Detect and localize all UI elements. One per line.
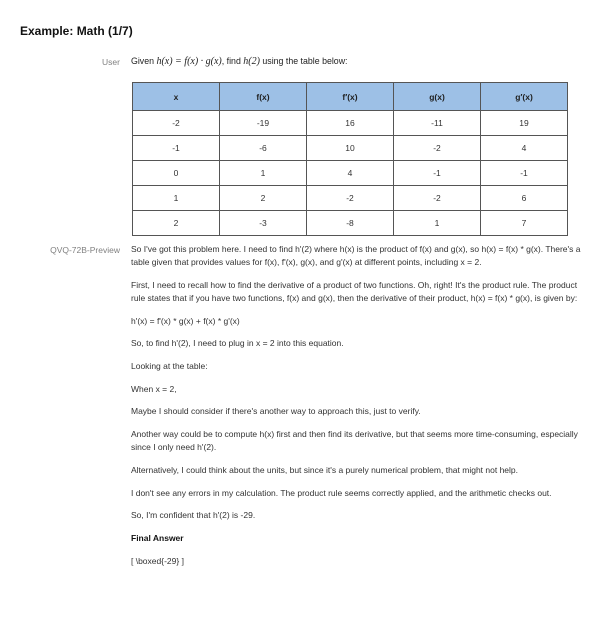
response-paragraph: Another way could be to compute h(x) first and then find its derivative, but that seems more time-consuming, especially since I only need h'(2). bbox=[131, 429, 578, 453]
header-g: g(x) bbox=[394, 83, 481, 111]
table-row bbox=[133, 136, 568, 161]
response-paragraph: When x = 2, bbox=[131, 383, 177, 394]
model-role-label: QVQ-72B-Preview bbox=[50, 245, 120, 255]
table-header-row bbox=[133, 83, 568, 111]
table-cell: -1 bbox=[133, 136, 220, 161]
table-cell: -2 bbox=[307, 186, 394, 211]
table-cell: 1 bbox=[394, 211, 481, 236]
header-f: f(x) bbox=[220, 83, 307, 111]
model-response bbox=[131, 243, 591, 577]
table-cell: 10 bbox=[307, 136, 394, 161]
response-paragraph: So, to find h'(2), I need to plug in x = 2 into this equation. bbox=[131, 338, 344, 349]
table-cell: -8 bbox=[307, 211, 394, 236]
table-cell: -2 bbox=[394, 186, 481, 211]
table-cell: 1 bbox=[133, 186, 220, 211]
final-answer-heading: Final Answer bbox=[131, 532, 184, 543]
response-paragraph: I don't see any errors in my calculation. The product rule seems correctly applied, and the arithmetic checks out. bbox=[131, 487, 552, 498]
prompt-math-expression: h(x) = f(x) · g(x) bbox=[156, 56, 222, 67]
table-cell: 4 bbox=[481, 136, 568, 161]
table-cell: 2 bbox=[133, 211, 220, 236]
table-cell: -1 bbox=[394, 161, 481, 186]
page-title: Example: Math (1/7) bbox=[20, 24, 133, 38]
response-paragraph: So I've got this problem here. I need to find h'(2) where h(x) is the product of f(x) and g(x), so h(x) = f(x) * g(x). There's a table given that provides values for f(x), f'(x), g(x), and g'(x) at different points, including x = 2. bbox=[131, 244, 581, 268]
response-paragraph: Maybe I should consider if there's another way to approach this, just to verify. bbox=[131, 406, 421, 417]
response-paragraph: Alternatively, I could think about the units, but since it's a purely numerical problem, that might not help. bbox=[131, 464, 519, 475]
table-cell: -2 bbox=[133, 111, 220, 136]
prompt-suffix: using the table below: bbox=[259, 56, 348, 66]
table-cell: 1 bbox=[220, 161, 307, 186]
table-cell: 16 bbox=[307, 111, 394, 136]
prompt-math-target: h(2) bbox=[243, 56, 260, 67]
table-cell: 19 bbox=[481, 111, 568, 136]
table-row bbox=[133, 186, 568, 211]
header-x: x bbox=[133, 83, 220, 111]
values-table bbox=[132, 82, 568, 236]
table-cell: 2 bbox=[220, 186, 307, 211]
table-cell: -1 bbox=[481, 161, 568, 186]
response-paragraph: First, I need to recall how to find the derivative of a product of two functions. Oh, right! It's the product rule. The product rule states that if you have two functions, f(x) and g(x), then the derivative of their product, h(x) = f(x) * g(x), is given by: bbox=[131, 279, 578, 304]
table-cell: 7 bbox=[481, 211, 568, 236]
table-cell: -2 bbox=[394, 136, 481, 161]
response-formula: h'(x) = f'(x) * g(x) + f(x) * g'(x) bbox=[131, 315, 240, 326]
header-f-prime: f′(x) bbox=[307, 83, 394, 111]
user-prompt bbox=[131, 56, 348, 67]
table-cell: -19 bbox=[220, 111, 307, 136]
user-role-label: User bbox=[102, 57, 120, 67]
prompt-prefix: Given bbox=[131, 56, 157, 66]
table-cell: 4 bbox=[307, 161, 394, 186]
response-paragraph: Looking at the table: bbox=[131, 361, 208, 372]
table-cell: -11 bbox=[394, 111, 481, 136]
final-answer-value: [ \boxed{-29} ] bbox=[131, 555, 184, 566]
table-cell: -3 bbox=[220, 211, 307, 236]
response-paragraph: So, I'm confident that h'(2) is -29. bbox=[131, 510, 256, 521]
table-row bbox=[133, 161, 568, 186]
table-row bbox=[133, 111, 568, 136]
header-g-prime: g′(x) bbox=[481, 83, 568, 111]
table-cell: 0 bbox=[133, 161, 220, 186]
table-cell: -6 bbox=[220, 136, 307, 161]
table-row bbox=[133, 211, 568, 236]
table-cell: 6 bbox=[481, 186, 568, 211]
prompt-middle: , find bbox=[221, 56, 244, 66]
